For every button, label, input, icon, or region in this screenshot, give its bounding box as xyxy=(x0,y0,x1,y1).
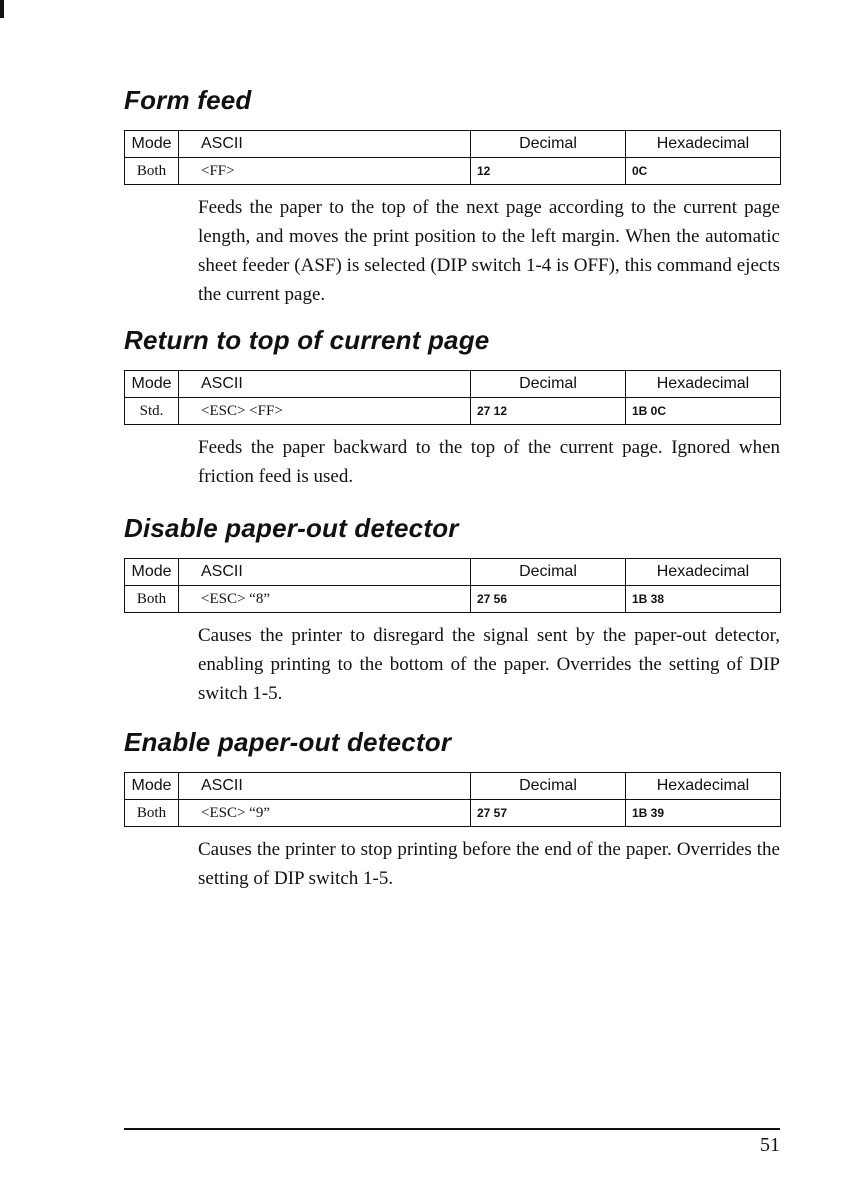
header-decimal: Decimal xyxy=(471,371,626,398)
section-description: Feeds the paper to the top of the next page according to the current page length, and moves the print position to the left margin. When the automatic sheet feeder (ASF) is selected (DIP switch 1-4 is OFF), this command ejects the current page. xyxy=(198,197,780,305)
cell-decimal: 27 12 xyxy=(471,398,626,425)
cell-ascii: <ESC> <FF> xyxy=(179,398,471,425)
cell-decimal: 12 xyxy=(471,158,626,185)
section-description: Causes the printer to disregard the signal sent by the paper-out detector, enabling printing to the bottom of the paper. Overrides the setting of DIP switch 1-5. xyxy=(198,625,780,704)
cell-ascii: <FF> xyxy=(179,158,471,185)
header-ascii: ASCII xyxy=(179,773,471,800)
section-disable-paper-out xyxy=(124,508,780,708)
header-hexadecimal: Hexadecimal xyxy=(626,559,781,586)
cell-mode: Std. xyxy=(125,398,179,425)
cell-hex: 1B 39 xyxy=(626,800,781,827)
table-row xyxy=(125,800,781,827)
header-mode: Mode xyxy=(125,131,179,158)
cell-hex: 1B 38 xyxy=(626,586,781,613)
section-form-feed xyxy=(124,80,780,309)
header-mode: Mode xyxy=(125,559,179,586)
section-title: Disable paper-out detector xyxy=(124,513,459,543)
header-mode: Mode xyxy=(125,371,179,398)
page-number: 51 xyxy=(760,1134,780,1156)
section-title: Form feed xyxy=(124,85,252,115)
scan-edge-mark xyxy=(0,0,4,18)
command-table xyxy=(124,772,781,827)
section-title: Enable paper-out detector xyxy=(124,727,452,757)
table-header-row xyxy=(125,773,781,800)
table-header-row xyxy=(125,371,781,398)
header-ascii: ASCII xyxy=(179,559,471,586)
cell-ascii: <ESC> “8” xyxy=(179,586,471,613)
table-header-row xyxy=(125,131,781,158)
section-description: Causes the printer to stop printing before the end of the paper. Overrides the setting of DIP switch 1-5. xyxy=(198,839,780,889)
table-row xyxy=(125,586,781,613)
header-ascii: ASCII xyxy=(179,371,471,398)
header-decimal: Decimal xyxy=(471,773,626,800)
table-header-row xyxy=(125,559,781,586)
command-table xyxy=(124,370,781,425)
cell-ascii: <ESC> “9” xyxy=(179,800,471,827)
cell-hex: 0C xyxy=(626,158,781,185)
section-title: Return to top of current page xyxy=(124,325,490,355)
header-mode: Mode xyxy=(125,773,179,800)
command-table xyxy=(124,558,781,613)
cell-mode: Both xyxy=(125,586,179,613)
cell-decimal: 27 56 xyxy=(471,586,626,613)
command-table xyxy=(124,130,781,185)
section-description: Feeds the paper backward to the top of the current page. Ignored when friction feed is used. xyxy=(198,437,780,487)
header-decimal: Decimal xyxy=(471,559,626,586)
header-decimal: Decimal xyxy=(471,131,626,158)
cell-mode: Both xyxy=(125,158,179,185)
section-return-to-top xyxy=(124,320,780,491)
header-hexadecimal: Hexadecimal xyxy=(626,371,781,398)
cell-decimal: 27 57 xyxy=(471,800,626,827)
header-hexadecimal: Hexadecimal xyxy=(626,131,781,158)
footer-divider xyxy=(124,1128,780,1130)
table-row xyxy=(125,398,781,425)
cell-mode: Both xyxy=(125,800,179,827)
section-enable-paper-out xyxy=(124,722,780,893)
header-hexadecimal: Hexadecimal xyxy=(626,773,781,800)
header-ascii: ASCII xyxy=(179,131,471,158)
table-row xyxy=(125,158,781,185)
cell-hex: 1B 0C xyxy=(626,398,781,425)
